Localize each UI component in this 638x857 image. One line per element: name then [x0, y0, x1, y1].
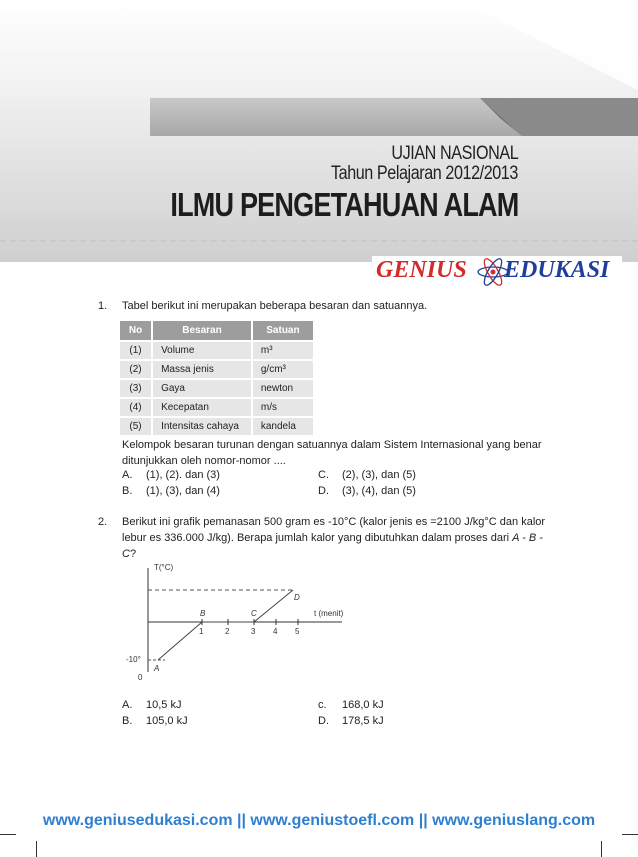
table-cell: Intensitas cahaya — [152, 417, 252, 435]
table-cell: Kecepatan — [152, 398, 252, 417]
table-cell: m/s — [252, 398, 313, 417]
origin-label: 0 — [138, 673, 143, 682]
table-cell: (4) — [120, 398, 152, 417]
exam-year: Tahun Pelajaran 2012/2013 — [331, 163, 518, 184]
heating-graph — [110, 560, 370, 690]
x-tick-label: 3 — [251, 627, 256, 636]
option-letter: C. — [318, 469, 329, 481]
table-cell: g/cm³ — [252, 360, 313, 379]
table-header: Besaran — [152, 321, 252, 341]
x-tick-label: 5 — [295, 627, 300, 636]
table-cell: kandela — [252, 417, 313, 435]
option-letter: A. — [122, 469, 133, 481]
logo-text-genius: GENIUS — [376, 257, 467, 283]
table-cell: (5) — [120, 417, 152, 435]
question-text-part: lebur es 336.000 J/kg). Berapa jumlah kalor yang dibutuhkan dalam proses dari — [122, 532, 510, 544]
point-label: A — [154, 664, 160, 673]
option-text[interactable]: (2), (3), dan (5) — [342, 469, 416, 481]
question-prompt: ditunjukkan oleh nomor-nomor .... — [122, 455, 286, 467]
table-cell: (1) — [120, 341, 152, 360]
option-letter: B. — [122, 715, 133, 727]
crop-mark — [601, 841, 602, 857]
option-text[interactable]: 178,5 kJ — [342, 715, 384, 727]
quantity-table — [120, 321, 313, 435]
genius-edukasi-logo — [372, 256, 622, 288]
option-text[interactable]: 10,5 kJ — [146, 699, 182, 711]
question-text: Berikut ini grafik pemanasan 500 gram es -10°C (kalor jenis es =2100 J/kg°C dan kalor — [122, 516, 546, 528]
question-number: 2. — [98, 516, 108, 528]
table-cell: m³ — [252, 341, 313, 360]
question-text-italic: C — [122, 548, 130, 560]
option-text[interactable]: 168,0 kJ — [342, 699, 384, 711]
table-cell: (2) — [120, 360, 152, 379]
table-cell: newton — [252, 379, 313, 398]
header-corner-fold — [460, 0, 638, 150]
table-cell: Gaya — [152, 379, 252, 398]
table-row — [120, 360, 313, 379]
x-tick-label: 4 — [273, 627, 278, 636]
question-prompt: Kelompok besaran turunan dengan satuannya dalam Sistem Internasional yang benar — [122, 439, 542, 451]
subject-title: ILMU PENGETAHUAN ALAM — [169, 186, 518, 223]
question-text-italic: A - B - — [512, 532, 543, 544]
question-text-part: ? — [129, 548, 137, 560]
table-cell: (3) — [120, 379, 152, 398]
footer-links[interactable]: www.geniusedukasi.com || www.geniustoefl.com || www.geniuslang.com — [42, 812, 596, 829]
table-cell: Massa jenis — [152, 360, 252, 379]
option-letter: D. — [318, 715, 329, 727]
question-text: Tabel berikut ini merupakan beberapa besaran dan satuannya. — [122, 300, 428, 312]
y-axis-label: T(°C) — [154, 563, 174, 572]
question-text — [122, 530, 543, 546]
table-row — [120, 417, 313, 435]
option-letter: B. — [122, 485, 133, 497]
heating-curve — [158, 590, 293, 660]
table-header-row — [120, 321, 313, 341]
table-header: Satuan — [252, 321, 313, 341]
table-header: No — [120, 321, 152, 341]
option-letter: A. — [122, 699, 133, 711]
option-text[interactable]: (1), (2). dan (3) — [146, 469, 220, 481]
point-label: D — [294, 593, 300, 602]
exam-title: UJIAN NASIONAL — [391, 143, 518, 164]
question-number: 1. — [98, 300, 108, 312]
x-tick-label: 1 — [199, 627, 204, 636]
crop-mark — [36, 841, 37, 857]
table-row — [120, 379, 313, 398]
option-text[interactable]: 105,0 kJ — [146, 715, 188, 727]
table-row — [120, 398, 313, 417]
header-divider — [0, 240, 638, 242]
option-text[interactable]: (1), (3), dan (4) — [146, 485, 220, 497]
x-tick-label: 2 — [225, 627, 230, 636]
x-axis-label: t (menit) — [314, 609, 344, 618]
crop-mark — [622, 834, 638, 835]
crop-mark — [0, 834, 16, 835]
point-label: C — [251, 609, 257, 618]
option-text[interactable]: (3), (4), dan (5) — [342, 485, 416, 497]
table-row — [120, 341, 313, 360]
option-letter: D. — [318, 485, 329, 497]
option-letter: c. — [318, 699, 327, 711]
y-tick-label: -10° — [126, 655, 141, 664]
table-cell: Volume — [152, 341, 252, 360]
logo-text-edukasi: EDUKASI — [504, 257, 610, 283]
point-label: B — [200, 609, 206, 618]
